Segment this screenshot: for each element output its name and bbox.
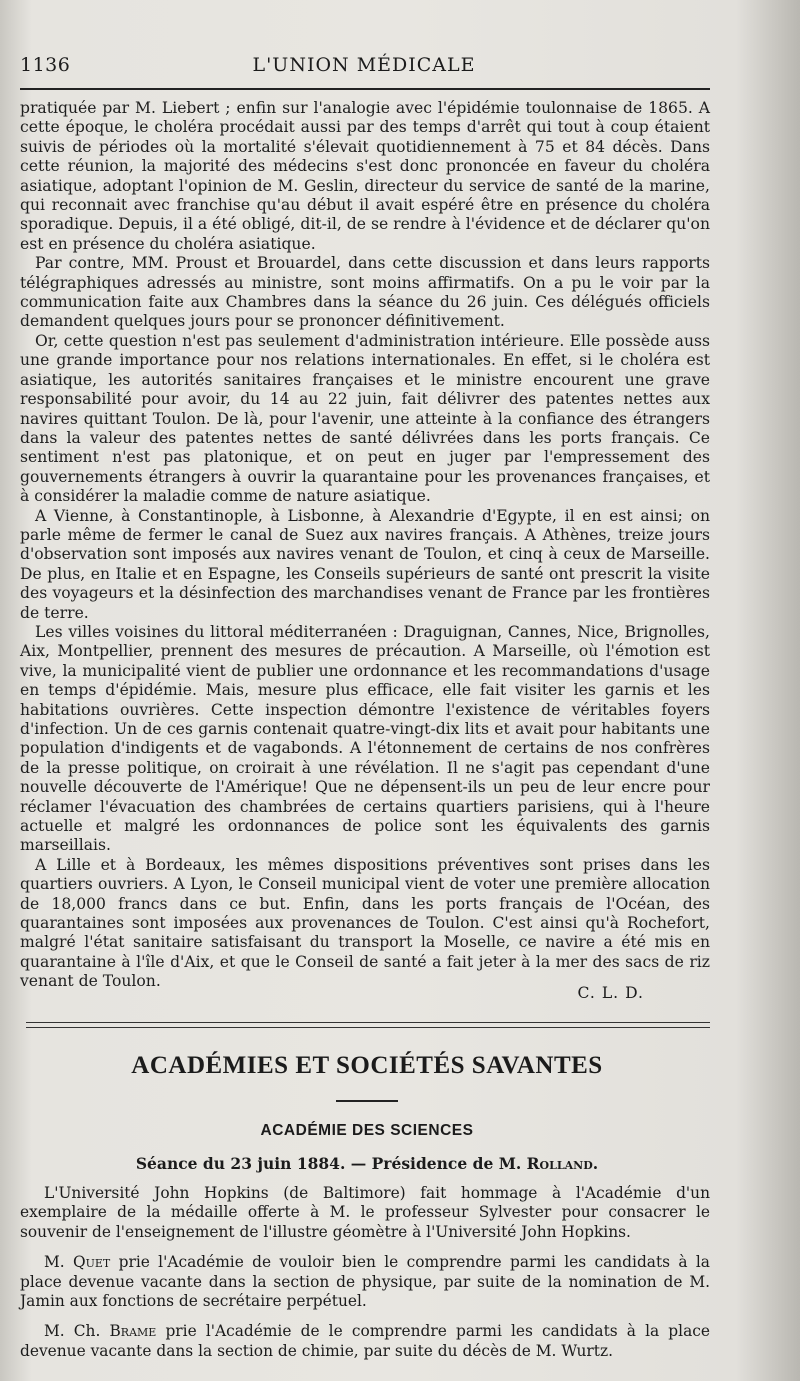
article-paragraph-2: Par contre, MM. Proust et Brouardel, dans cette discussion et dans leurs rapports télégraphiques adressés au ministre, sont moins affirmatifs. On a pu le voir par la communication faite aux Chambres dans la séance du 26 juin. Ces délégués officiels demandent quelques jours pour se prononcer définitivement. bbox=[20, 254, 710, 331]
article-paragraph-5: Les villes voisines du littoral méditerranéen : Draguignan, Cannes, Nice, Brignolles, Aix, Montpellier, prennent des mesures de précaution. A Marseille, où l'émotion est vive, la municipalité vient de publier une ordonnance et les recommandations d'usage en temps d'épidémie. Mais, mesure plus efficace, elle fait visiter les garnis et les habitations ouvrières. Cette inspection démontre l'existence de véritables foyers d'infection. Un de ces garnis contenait quatre-vingt-dix lits et avait pour habitants une population d'indigents et de vagabonds. A l'étonnement de certains de nos confrères de la presse politique, on croirait à une révélation. Il ne s'agit pas cependant d'une nouvelle découverte de l'Amérique! Que ne dépensent-ils un peu de leur encre pour réclamer l'évacuation des chambrées de certains quartiers parisiens, qui à l'heure actuelle et malgré les ordonnances de police sont les équivalents des garnis marseillais. bbox=[20, 622, 710, 855]
page-header bbox=[20, 54, 708, 82]
academy-p3-name: Brame bbox=[109, 1322, 157, 1341]
author-signature: C. L. D. bbox=[577, 984, 644, 1002]
academy-p2-name: Quet bbox=[73, 1253, 111, 1272]
article-body bbox=[20, 99, 710, 992]
page-number: 1136 bbox=[20, 54, 71, 76]
academy-p2-prefix: M. bbox=[44, 1253, 65, 1272]
academy-p3-prefix: M. Ch. bbox=[44, 1322, 101, 1341]
article-paragraph-1: pratiquée par M. Liebert ; enfin sur l'analogie avec l'épidémie toulonnaise de 1865. A cette époque, le choléra procédait aussi par des temps d'arrêt qui tout à coup étaient suivis de périodes où la mortalité s'élevait quotidiennement à 75 et 84 décès. Dans cette réunion, la majorité des médecins s'est donc prononcée en faveur du choléra asiatique, adoptant l'opinion de M. Geslin, directeur du service de santé de la marine, qui reconnait avec franchise qu'au début il avait espéré être en présence du choléra sporadique. Depuis, il a été obligé, dit-il, de se rendre à l'évidence et de déclarer qu'on est en présence du choléra asiatique. bbox=[20, 99, 710, 253]
section-title-rule bbox=[336, 1100, 398, 1102]
section-title: ACADÉMIES ET SOCIÉTÉS SAVANTES bbox=[131, 1052, 603, 1079]
section-divider bbox=[26, 1022, 710, 1028]
academy-paragraph-3 bbox=[20, 1322, 710, 1361]
academy-p3-text: prie l'Académie de le comprendre parmi les candidats à la place devenue vacante dans la section de chimie, par suite du décès de M. Wurtz. bbox=[20, 1322, 710, 1360]
article-paragraph-4: A Vienne, à Constantinople, à Lisbonne, à Alexandrie d'Egypte, il en est ainsi; on parle même de fermer le canal de Suez aux navires français. A Athènes, treize jours d'observation sont imposés aux navires venant de Toulon, et cinq à ceux de Marseille. De plus, en Italie et en Espagne, les Conseils supérieurs de santé ont prescrit la visite des voyageurs et la désinfection des marchandises venant de France par les frontières de terre. bbox=[20, 506, 710, 622]
academy-paragraph-2 bbox=[20, 1253, 710, 1311]
seance-line bbox=[0, 1154, 734, 1173]
article-paragraph-6: A Lille et à Bordeaux, les mêmes dispositions préventives sont prises dans les quartiers ouvriers. A Lyon, le Conseil municipal vient de voter une première allocation de 18,000 francs dans ce but. Enfin, dans les ports français de l'Océan, des quarantaines sont imposées aux provenances de Toulon. C'est ainsi qu'à Rochefort, malgré l'état sanitaire satisfaisant du transport la Moselle, ce navire a été mis en quarantaine à l'île d'Aix, et que le Conseil de santé a fait jeter à la mer des sacs de riz venant de Toulon. bbox=[20, 855, 710, 991]
subsection-title: ACADÉMIE DES SCIENCES bbox=[260, 1122, 474, 1139]
article-paragraph-3: Or, cette question n'est pas seulement d'administration intérieure. Elle possède auss une grande importance pour nos relations internationales. En effet, si le choléra est asiatique, les autorités sanitaires françaises et le ministre encourent une grave responsabilité pour avoir, du 14 au 22 juin, fait délivrer des patentes nettes aux navires quittant Toulon. De là, pour l'avenir, une atteinte à la confiance des étrangers dans la valeur des patentes nettes de santé délivrées dans les ports français. Ce sentiment n'est pas platonique, et on peut en juger par l'empressement des gouvernements étrangers à ouvrir la quarantaine pour les provenances françaises, et à considérer la maladie comme de nature asiatique. bbox=[20, 331, 710, 506]
journal-title: L'UNION MÉDICALE bbox=[252, 54, 476, 76]
academy-p2-text: prie l'Académie de vouloir bien le comprendre parmi les candidats à la place devenue vacante dans la section de physique, par suite de la nomination de M. Jamin aux fonctions de secrétaire perpétuel. bbox=[20, 1253, 710, 1311]
academy-paragraph-1: L'Université John Hopkins (de Baltimore) fait hommage à l'Académie d'un exemplaire de la médaille offerte à M. le professeur Sylvester pour consacrer le souvenir de l'enseignement de l'illustre géomètre à l'Université John Hopkins. bbox=[20, 1184, 710, 1241]
academy-proceedings bbox=[20, 1184, 710, 1372]
seance-president: Rolland. bbox=[526, 1154, 599, 1173]
header-rule bbox=[20, 88, 710, 90]
seance-date: Séance du 23 juin 1884. — Présidence de M. bbox=[135, 1154, 522, 1173]
